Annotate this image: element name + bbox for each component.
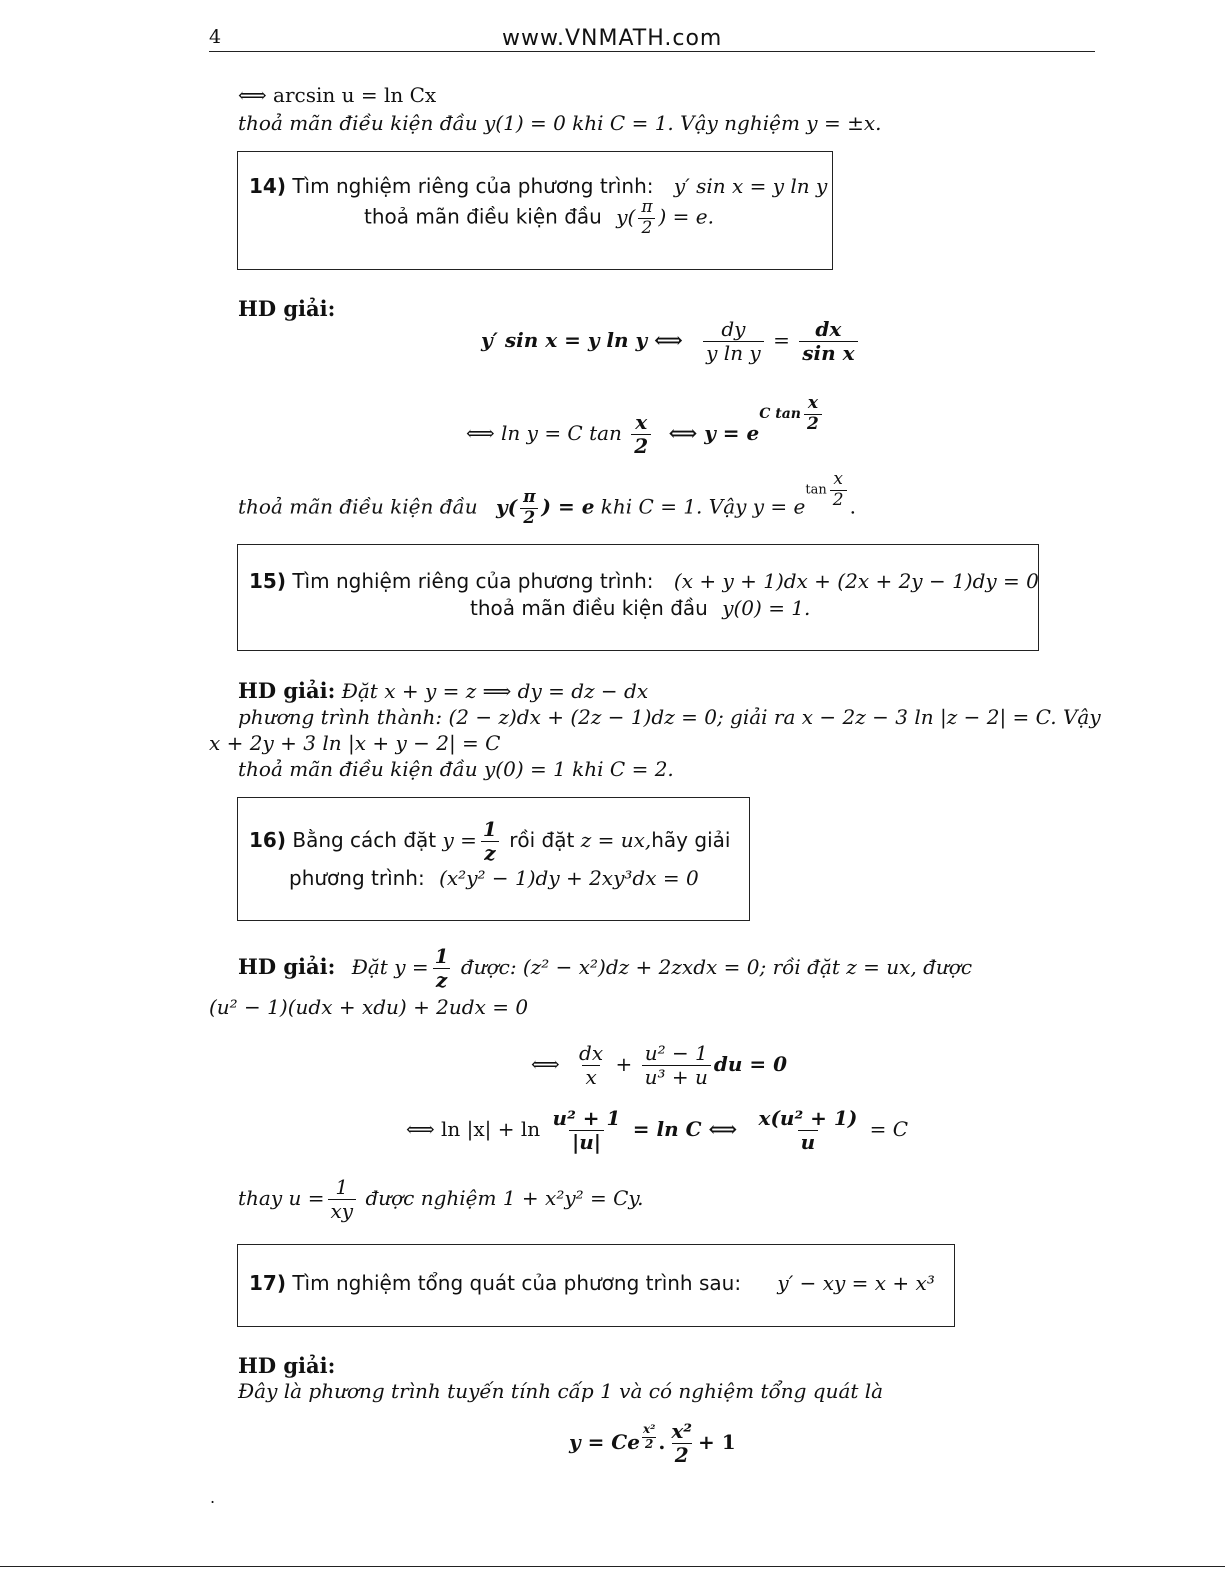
problem-15-condition-text: thoả mãn điều kiện đầu bbox=[470, 596, 708, 620]
s16-sub-frac bbox=[328, 1176, 357, 1223]
s14-cond-exp-num: x bbox=[833, 469, 843, 489]
s16-e2-b: = ln C ⟺ bbox=[632, 1117, 738, 1141]
problem-14-equation: y′ sin x = y ln y bbox=[673, 174, 828, 198]
s17-eq-c: + 1 bbox=[698, 1430, 736, 1454]
s16-e2-a: ⟺ ln |x| + ln bbox=[406, 1117, 541, 1141]
s14-cond-exponent bbox=[805, 470, 849, 510]
solution-17-line1: Đây là phương trình tuyến tính cấp 1 và có nghiệm tổng quát là bbox=[238, 1379, 884, 1403]
problem-14-cond-fraction bbox=[638, 198, 655, 238]
problem-14-condition-text: thoả mãn điều kiện đầu bbox=[364, 204, 602, 229]
solution-16-l1-b: được: (z² − x²)dz + 2zxdx = 0; rồi đặt z = ux, được bbox=[460, 955, 973, 979]
solution-15-line1 bbox=[238, 678, 648, 703]
s16-e1-a: ⟺ bbox=[531, 1052, 560, 1076]
problem-16-line1 bbox=[249, 818, 730, 865]
problem-15-condition-eq: y(0) = 1. bbox=[722, 596, 811, 620]
solution-16-heading: HD giải: bbox=[238, 954, 336, 979]
solution-15-line2: phương trình thành: (2 − z)dx + (2z − 1)dz = 0; giải ra x − 2z − 3 ln |z − 2| = C. Vậy bbox=[238, 705, 1101, 729]
problem-16-eq-a: y = bbox=[442, 828, 477, 852]
solution-16-substitution bbox=[238, 1176, 643, 1223]
s16-sub-num: 1 bbox=[335, 1175, 349, 1199]
problem-16-line2-eq: (x²y² − 1)dy + 2xy³dx = 0 bbox=[439, 866, 699, 890]
solution-17-equation bbox=[569, 1420, 736, 1467]
exponent-num: x bbox=[807, 393, 818, 413]
solution-15-line3: x + 2y + 3 ln |x + y − 2| = C bbox=[209, 731, 501, 755]
s17-frac bbox=[668, 1420, 695, 1467]
footer-rule bbox=[0, 1566, 1225, 1567]
problem-15-text: Tìm nghiệm riêng của phương trình: bbox=[292, 569, 654, 593]
solution-14-frac1 bbox=[703, 318, 764, 365]
s16-e2-f2-num: x(u² + 1) bbox=[758, 1106, 858, 1130]
problem-17-equation: y′ − xy = x + x³ bbox=[777, 1271, 935, 1295]
solution-16-eq2 bbox=[406, 1107, 908, 1154]
problem-16-eq-b: z = ux, bbox=[580, 828, 652, 852]
problem-16-text-a: Bằng cách đặt bbox=[292, 828, 437, 852]
s14-cond-frac bbox=[520, 488, 538, 528]
exponent-fraction bbox=[804, 394, 822, 434]
s16-e1-b: du = 0 bbox=[713, 1052, 787, 1076]
s16-e2-c: = C bbox=[869, 1117, 909, 1141]
s14-cond-d: khi C = 1. Vậy y = e bbox=[600, 494, 806, 519]
problem-16-text-b: rồi đặt bbox=[509, 828, 575, 852]
solution-14-heading: HD giải: bbox=[238, 296, 336, 321]
solution-16-eq1 bbox=[531, 1042, 787, 1089]
problem-15-line1 bbox=[249, 569, 1039, 593]
s17-num: x² bbox=[671, 1419, 693, 1443]
s14-cond-c: ) = e bbox=[541, 494, 595, 519]
s14-cond-num: π bbox=[523, 487, 536, 507]
problem-14-text: Tìm nghiệm riêng của phương trình: bbox=[292, 174, 654, 198]
frac3-num: x bbox=[635, 410, 648, 435]
s16-e1-frac1 bbox=[576, 1042, 606, 1089]
problem-14-line2 bbox=[364, 198, 714, 238]
problem-16-den: z bbox=[481, 841, 498, 865]
site-header: www.VNMATH.com bbox=[502, 26, 723, 51]
footer-dot: . bbox=[210, 1488, 216, 1507]
s16-e1-f2-den: u³ + u bbox=[642, 1065, 711, 1089]
problem-16-fraction bbox=[480, 818, 500, 865]
s14-cond-end: . bbox=[849, 494, 856, 519]
problem-17-number: 17) bbox=[249, 1271, 286, 1295]
solution-14-eq-sign: = bbox=[773, 328, 790, 352]
solution-14-eq1-left: y′ sin x = y ln y ⟺ bbox=[481, 328, 683, 352]
s14-cond-exp-den: 2 bbox=[830, 490, 847, 511]
exponent-den: 2 bbox=[804, 414, 822, 435]
solution-14-frac3 bbox=[631, 411, 651, 458]
intro-condition: thoả mãn điều kiện đầu y(1) = 0 khi C = 1. Vậy nghiệm y = ±x. bbox=[238, 111, 882, 135]
s16-e1-f1-num: dx bbox=[579, 1041, 604, 1065]
solution-15-heading: HD giải: bbox=[238, 678, 336, 703]
frac2-num: dx bbox=[815, 317, 842, 341]
solution-14-eq1 bbox=[481, 318, 861, 365]
solution-16-line1 bbox=[238, 945, 972, 992]
s16-sub-b: được nghiệm 1 + x²y² = Cy. bbox=[365, 1186, 644, 1210]
problem-14-line1 bbox=[249, 174, 827, 198]
problem-16-number: 16) bbox=[249, 828, 286, 852]
solution-14-eq2-a: ⟺ ln y = C tan bbox=[466, 421, 622, 446]
s16-e2-frac1 bbox=[550, 1107, 624, 1154]
problem-15-equation: (x + y + 1)dx + (2x + 2y − 1)dy = 0 bbox=[673, 569, 1039, 593]
s17-exp-den: 2 bbox=[642, 1437, 656, 1452]
s17-exp-num: x² bbox=[642, 1422, 656, 1436]
solution-14-eq2 bbox=[466, 394, 825, 458]
problem-14-number: 14) bbox=[249, 174, 286, 198]
s14-cond-b: y( bbox=[496, 494, 518, 519]
s16-e2-f1-den: |u| bbox=[569, 1130, 604, 1154]
frac1-num: dy bbox=[721, 317, 746, 341]
problem-16-line2 bbox=[289, 866, 699, 890]
s14-cond-den: 2 bbox=[520, 508, 538, 529]
frac2-den: sin x bbox=[799, 341, 857, 365]
s16-e2-f1-num: u² + 1 bbox=[552, 1106, 621, 1130]
solution-14-eq2-b: ⟺ y = e bbox=[668, 421, 760, 446]
intro-equation: ⟺ arcsin u = ln Cx bbox=[238, 83, 437, 107]
problem-14-cond-left: y( bbox=[616, 204, 636, 229]
solution-15-text1: Đặt x + y = z ⟹ dy = dz − dx bbox=[341, 679, 649, 703]
solution-16-line2: (u² − 1)(udx + xdu) + 2udx = 0 bbox=[209, 995, 529, 1019]
s16-e1-f1-den: x bbox=[582, 1065, 599, 1089]
problem-15-line2 bbox=[470, 596, 810, 620]
solution-16-den: z bbox=[433, 968, 450, 992]
solution-14-frac2 bbox=[799, 318, 857, 365]
frac1-den: y ln y bbox=[703, 341, 764, 365]
problem-17-text: Tìm nghiệm tổng quát của phương trình sau: bbox=[292, 1271, 742, 1295]
problem-14-cond-num: π bbox=[641, 197, 653, 217]
page-number: 4 bbox=[209, 26, 222, 48]
problem-15-number: 15) bbox=[249, 569, 286, 593]
problem-16-line2-text: phương trình: bbox=[289, 866, 425, 890]
s16-e1-frac2 bbox=[642, 1042, 711, 1089]
solution-14-condition bbox=[238, 470, 856, 528]
problem-16-text-c: hãy giải bbox=[651, 828, 731, 852]
solution-14-exponent bbox=[759, 394, 825, 434]
problem-16-num: 1 bbox=[482, 817, 497, 841]
problem-14-cond-right: ) = e. bbox=[658, 204, 714, 229]
s17-eq-b: . bbox=[658, 1430, 666, 1454]
s16-sub-den: xy bbox=[328, 1199, 357, 1223]
s17-eq-a: y = Ce bbox=[569, 1430, 640, 1454]
s14-cond-exp-a: tan bbox=[805, 482, 827, 498]
solution-17-heading: HD giải: bbox=[238, 1353, 336, 1378]
s14-cond-a: thoả mãn điều kiện đầu bbox=[238, 494, 478, 519]
solution-16-num: 1 bbox=[434, 944, 449, 968]
s17-exp-frac bbox=[640, 1423, 658, 1452]
s16-e2-frac2 bbox=[756, 1107, 861, 1154]
solution-16-l1-a: Đặt y = bbox=[351, 955, 429, 979]
s16-e1-f2-num: u² − 1 bbox=[644, 1041, 708, 1065]
s16-e2-f2-den: u bbox=[798, 1130, 819, 1154]
s17-den: 2 bbox=[672, 1443, 692, 1467]
solution-15-line4: thoả mãn điều kiện đầu y(0) = 1 khi C = 2. bbox=[238, 757, 674, 781]
frac3-den: 2 bbox=[631, 434, 651, 458]
s14-cond-exp-frac bbox=[830, 470, 847, 510]
problem-17-line bbox=[249, 1271, 935, 1295]
problem-14-cond-den: 2 bbox=[638, 218, 655, 239]
header-rule bbox=[209, 51, 1095, 52]
s16-e1-plus: + bbox=[615, 1052, 633, 1076]
solution-16-fraction bbox=[432, 945, 452, 992]
exponent-a: C tan bbox=[759, 406, 801, 423]
s16-sub-a: thay u = bbox=[238, 1186, 325, 1210]
